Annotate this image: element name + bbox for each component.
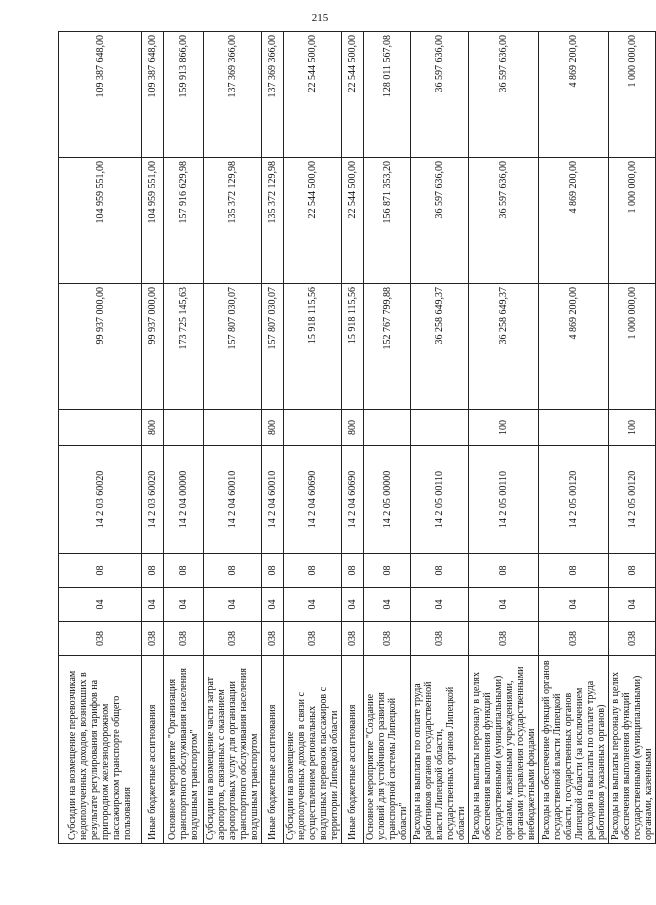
row-target-code: 14 2 04 60010	[204, 446, 262, 554]
row-amount-1: 157 807 030,07	[204, 284, 262, 410]
row-expense-type	[364, 410, 411, 446]
row-expense-type	[204, 410, 262, 446]
row-org-code: 038	[284, 622, 342, 656]
row-amount-1: 99 937 000,00	[59, 284, 142, 410]
row-target-code: 14 2 03 60020	[142, 446, 164, 554]
row-amount-2: 157 916 629,98	[164, 158, 204, 284]
row-subsection: 08	[164, 554, 204, 588]
row-amount-2: 22 544 500,00	[284, 158, 342, 284]
rotated-table-container	[58, 32, 654, 844]
row-section: 04	[204, 588, 262, 622]
row-name: Основное мероприятие "Организация транспортного обслуживания населения воздушным транспортом"	[164, 656, 204, 844]
row-target-code: 14 2 03 60020	[59, 446, 142, 554]
row-subsection: 08	[609, 554, 656, 588]
row-amount-1: 36 258 649,37	[411, 284, 469, 410]
row-target-code: 14 2 05 00000	[364, 446, 411, 554]
row-org-code: 038	[342, 622, 364, 656]
row-amount-1: 4 869 200,00	[539, 284, 609, 410]
table-row	[142, 32, 164, 844]
table-row	[609, 32, 656, 844]
row-name: Расходы на обеспечение функций органов государственной власти Липецкой области, государственных органов Липецкой области (за исключением расходов на выплаты по оплате труда работников указанных органов)	[539, 656, 609, 844]
row-section: 04	[142, 588, 164, 622]
row-subsection: 08	[411, 554, 469, 588]
row-amount-1: 15 918 115,56	[284, 284, 342, 410]
row-amount-2: 1 000 000,00	[609, 158, 656, 284]
row-name: Основное мероприятие "Создание условий для устойчивого развития транспортной системы Липецкой области"	[364, 656, 411, 844]
row-amount-3: 137 369 366,00	[204, 32, 262, 158]
table-row	[204, 32, 262, 844]
row-section: 04	[164, 588, 204, 622]
row-expense-type: 800	[342, 410, 364, 446]
row-amount-2: 156 871 353,20	[364, 158, 411, 284]
row-name: Субсидии на возмещение недополученных доходов в связи с осуществлением региональных воздушных перевозок пассажиров с территории Липецкой области	[284, 656, 342, 844]
row-subsection: 08	[342, 554, 364, 588]
row-amount-3: 4 869 200,00	[539, 32, 609, 158]
row-expense-type	[411, 410, 469, 446]
row-section: 04	[342, 588, 364, 622]
row-target-code: 14 2 04 60690	[342, 446, 364, 554]
row-section: 04	[469, 588, 539, 622]
row-amount-1: 157 807 030,07	[262, 284, 284, 410]
row-section: 04	[59, 588, 142, 622]
row-amount-3: 22 544 500,00	[284, 32, 342, 158]
row-expense-type: 800	[142, 410, 164, 446]
row-amount-2: 36 597 636,00	[469, 158, 539, 284]
row-subsection: 08	[142, 554, 164, 588]
row-amount-2: 4 869 200,00	[539, 158, 609, 284]
row-expense-type	[539, 410, 609, 446]
row-expense-type: 100	[469, 410, 539, 446]
row-amount-3: 1 000 000,00	[609, 32, 656, 158]
row-amount-1: 173 725 145,63	[164, 284, 204, 410]
row-section: 04	[609, 588, 656, 622]
row-amount-1: 36 258 649,37	[469, 284, 539, 410]
row-target-code: 14 2 04 00000	[164, 446, 204, 554]
row-expense-type	[164, 410, 204, 446]
table-row	[411, 32, 469, 844]
table-row	[164, 32, 204, 844]
page-number: 215	[311, 12, 329, 24]
rotated-page-frame	[58, 32, 654, 844]
row-name: Иные бюджетные ассигнования	[342, 656, 364, 844]
row-amount-2: 22 544 500,00	[342, 158, 364, 284]
row-target-code: 14 2 05 00120	[609, 446, 656, 554]
row-target-code: 14 2 04 60690	[284, 446, 342, 554]
row-expense-type	[59, 410, 142, 446]
table-row	[284, 32, 342, 844]
row-name: Расходы на выплаты персоналу в целях обеспечения выполнения функций государственными (муниципальными) органами, казенными учреждениями, органами управления государственными внебюджетными фондами	[469, 656, 539, 844]
table-row	[342, 32, 364, 844]
row-section: 04	[539, 588, 609, 622]
row-subsection: 08	[539, 554, 609, 588]
table-row	[539, 32, 609, 844]
row-name: Субсидии на возмещение перевозчикам недополученных доходов, возникших в результате регулирования тарифов на пригородном железнодорожном пассажирском транспорте общего пользования	[59, 656, 142, 844]
row-name: Субсидии на возмещение части затрат аэропортов, связанных с оказанием аэропортовых услуг для организации транспортного обслуживания населения воздушным транспортом	[204, 656, 262, 844]
row-amount-2: 36 597 636,00	[411, 158, 469, 284]
row-amount-1: 1 000 000,00	[609, 284, 656, 410]
row-amount-3: 22 544 500,00	[342, 32, 364, 158]
row-org-code: 038	[469, 622, 539, 656]
row-org-code: 038	[364, 622, 411, 656]
row-subsection: 08	[262, 554, 284, 588]
row-amount-2: 135 372 129,98	[204, 158, 262, 284]
row-amount-2: 104 959 551,00	[59, 158, 142, 284]
row-expense-type: 100	[609, 410, 656, 446]
row-org-code: 038	[204, 622, 262, 656]
row-amount-3: 36 597 636,00	[411, 32, 469, 158]
row-subsection: 08	[469, 554, 539, 588]
row-org-code: 038	[609, 622, 656, 656]
row-org-code: 038	[59, 622, 142, 656]
row-amount-1: 99 937 000,00	[142, 284, 164, 410]
row-amount-3: 137 369 366,00	[262, 32, 284, 158]
row-amount-3: 128 011 567,08	[364, 32, 411, 158]
row-target-code: 14 2 04 60010	[262, 446, 284, 554]
row-section: 04	[364, 588, 411, 622]
row-target-code: 14 2 05 00110	[411, 446, 469, 554]
row-org-code: 038	[142, 622, 164, 656]
row-name: Расходы на выплаты персоналу в целях обеспечения выполнения функций государственными (муниципальными) органами, казенными	[609, 656, 656, 844]
table-row	[262, 32, 284, 844]
row-name: Расходы на выплаты по оплате труда работников органов государственной власти Липецкой области, государственных органов Липецкой области	[411, 656, 469, 844]
table-row	[364, 32, 411, 844]
row-org-code: 038	[164, 622, 204, 656]
table-row	[469, 32, 539, 844]
row-amount-3: 109 387 648,00	[59, 32, 142, 158]
row-expense-type: 800	[262, 410, 284, 446]
row-subsection: 08	[204, 554, 262, 588]
budget-table	[58, 31, 656, 844]
row-name: Иные бюджетные ассигнования	[142, 656, 164, 844]
row-section: 04	[262, 588, 284, 622]
row-subsection: 08	[284, 554, 342, 588]
row-org-code: 038	[262, 622, 284, 656]
row-target-code: 14 2 05 00110	[469, 446, 539, 554]
row-subsection: 08	[364, 554, 411, 588]
row-amount-2: 104 959 551,00	[142, 158, 164, 284]
row-amount-1: 15 918 115,56	[342, 284, 364, 410]
row-subsection: 08	[59, 554, 142, 588]
row-amount-2: 135 372 129,98	[262, 158, 284, 284]
row-section: 04	[411, 588, 469, 622]
row-amount-3: 109 387 648,00	[142, 32, 164, 158]
table-row	[59, 32, 142, 844]
row-amount-3: 36 597 636,00	[469, 32, 539, 158]
row-name: Иные бюджетные ассигнования	[262, 656, 284, 844]
row-org-code: 038	[539, 622, 609, 656]
row-expense-type	[284, 410, 342, 446]
row-section: 04	[284, 588, 342, 622]
row-amount-1: 152 767 799,88	[364, 284, 411, 410]
row-amount-3: 159 913 866,00	[164, 32, 204, 158]
row-target-code: 14 2 05 00120	[539, 446, 609, 554]
row-org-code: 038	[411, 622, 469, 656]
